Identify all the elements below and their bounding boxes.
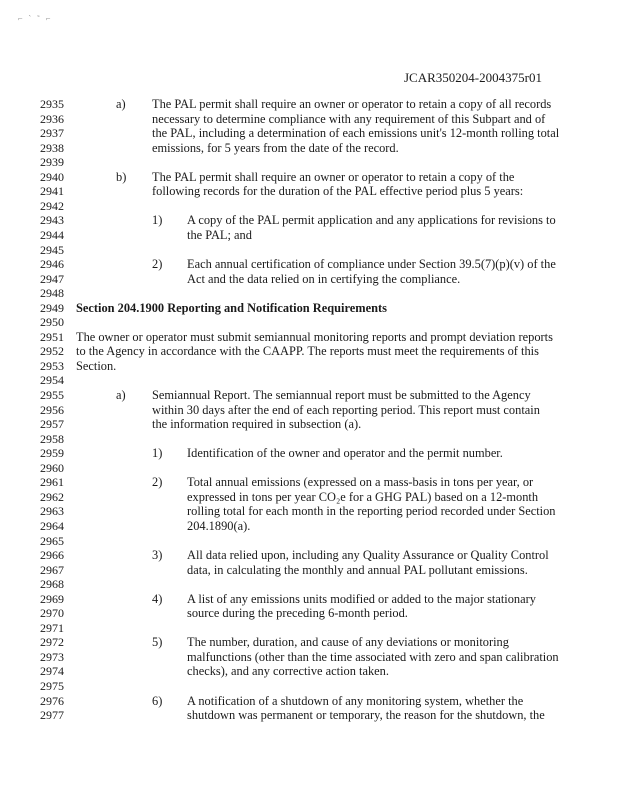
paragraph-line: All data relied upon, including any Quality Assurance or Quality Control	[187, 548, 549, 563]
paragraph-line: data, in calculating the monthly and annual PAL pollutant emissions.	[187, 562, 528, 577]
paragraph-line: Act and the data relied on in certifying the compliance.	[187, 271, 461, 286]
paragraph-label: 2)	[152, 475, 163, 490]
line-number: 2952	[40, 344, 64, 359]
paragraph-label: 1)	[152, 446, 163, 461]
paragraph-line: shutdown was permanent or temporary, the reason for the shutdown, the	[187, 708, 545, 723]
line-number: 2976	[40, 693, 64, 708]
line-number: 2953	[40, 358, 64, 373]
paragraph-label: 2)	[152, 257, 163, 272]
line-number: 2939	[40, 155, 64, 170]
paragraph-line: Each annual certification of compliance under Section 39.5(7)(p)(v) of the	[187, 257, 556, 272]
line-number: 2954	[40, 373, 64, 388]
paragraph-line: The owner or operator must submit semiannual monitoring reports and prompt deviation reports	[76, 329, 553, 344]
line-number: 2946	[40, 257, 64, 272]
paragraph-line: Identification of the owner and operator and the permit number.	[187, 446, 503, 461]
line-number: 2950	[40, 315, 64, 330]
line-number: 2959	[40, 446, 64, 461]
paragraph-line: Section.	[76, 358, 117, 373]
paragraph-line: following records for the duration of the PAL effective period plus 5 years:	[152, 184, 524, 199]
paragraph-label: 5)	[152, 635, 163, 650]
line-number: 2956	[40, 402, 64, 417]
paragraph-label: a)	[116, 388, 126, 402]
line-number: 2940	[40, 169, 64, 184]
paragraph-line: A notification of a shutdown of any monitoring system, whether the	[187, 693, 524, 708]
paragraph-line: expressed in tons per year CO₂e for a GHG PAL) based on a 12-month	[187, 489, 539, 504]
line-number: 2955	[40, 388, 64, 402]
document-id: JCAR350204-2004375r01	[404, 70, 542, 85]
paragraph-line: the PAL, including a determination of each emissions unit's 12-month rolling total	[152, 126, 560, 141]
line-number: 2963	[40, 504, 64, 519]
paragraph-line: checks), and any corrective action taken.	[187, 664, 389, 679]
paragraph-line: source during the preceding 6-month period.	[187, 606, 408, 621]
line-number: 2962	[40, 489, 64, 504]
paragraph-line: within 30 days after the end of each reporting period. This report must contain	[152, 402, 540, 417]
paragraph-line: necessary to determine compliance with any requirement of this Subpart and of	[152, 111, 546, 126]
paragraph-line: the PAL; and	[187, 227, 252, 242]
line-number: 2966	[40, 548, 64, 563]
section-heading: Section 204.1900 Reporting and Notification Requirements	[76, 300, 387, 315]
line-number: 2973	[40, 649, 64, 664]
line-number: 2951	[40, 329, 64, 344]
paragraph-line: rolling total for each month in the reporting period recorded under Section	[187, 504, 556, 519]
line-number: 2941	[40, 184, 64, 199]
line-number: 2947	[40, 271, 64, 286]
paragraph-line: Semiannual Report. The semiannual report must be submitted to the Agency	[152, 388, 531, 402]
paragraph-line: A copy of the PAL permit application and any applications for revisions to	[187, 213, 556, 228]
line-number: 2971	[40, 620, 64, 635]
paragraph-line: A list of any emissions units modified or added to the major stationary	[187, 591, 536, 606]
line-number: 2957	[40, 417, 64, 432]
line-number: 2937	[40, 126, 64, 141]
paragraph-label: 1)	[152, 213, 163, 228]
paragraph-line: to the Agency in accordance with the CAAPP. The reports must meet the requirements of this	[76, 344, 539, 359]
line-number: 2977	[40, 708, 64, 723]
paragraph-line: The PAL permit shall require an owner or operator to retain a copy of all records	[152, 97, 552, 111]
line-number: 2936	[40, 111, 64, 126]
line-number: 2974	[40, 664, 64, 679]
line-number: 2970	[40, 606, 64, 621]
line-number: 2942	[40, 198, 64, 213]
line-number: 2944	[40, 227, 64, 242]
paragraph-line: the information required in subsection (a).	[152, 417, 362, 432]
line-number: 2945	[40, 242, 64, 257]
paragraph-line: 204.1890(a).	[187, 518, 251, 533]
scan-corner-mark: ⌐ ˋ ˜ ⌐	[18, 14, 53, 23]
line-number: 2958	[40, 431, 64, 446]
paragraph-label: b)	[116, 169, 127, 184]
line-number: 2968	[40, 577, 64, 592]
paragraph-line: malfunctions (other than the time associated with zero and span calibration	[187, 649, 559, 664]
line-number: 2938	[40, 140, 64, 155]
paragraph-line: The PAL permit shall require an owner or operator to retain a copy of the	[152, 169, 515, 184]
paragraph-line: The number, duration, and cause of any deviations or monitoring	[187, 635, 509, 650]
line-number: 2964	[40, 518, 64, 533]
line-number: 2960	[40, 460, 64, 475]
line-number: 2967	[40, 562, 64, 577]
line-number: 2949	[40, 300, 64, 315]
paragraph-label: 6)	[152, 693, 163, 708]
paragraph-label: 3)	[152, 548, 163, 563]
paragraph-line: emissions, for 5 years from the date of the record.	[152, 140, 399, 155]
paragraph-label: 4)	[152, 591, 163, 606]
line-number: 2943	[40, 213, 64, 228]
line-number: 2935	[40, 97, 64, 111]
line-number: 2965	[40, 533, 64, 548]
line-number: 2969	[40, 591, 64, 606]
paragraph-label: a)	[116, 97, 126, 111]
paragraph-line: Total annual emissions (expressed on a mass-basis in tons per year, or	[187, 475, 534, 490]
line-number: 2948	[40, 286, 64, 301]
line-number: 2975	[40, 679, 64, 693]
line-number: 2961	[40, 475, 64, 490]
line-number: 2972	[40, 635, 64, 650]
